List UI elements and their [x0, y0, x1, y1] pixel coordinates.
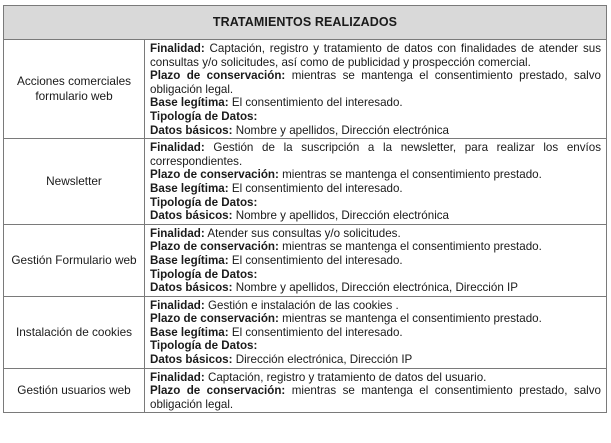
- field-label: Plazo de conservación:: [150, 312, 279, 326]
- treatment-name: Acciones comerciales formulario web: [4, 40, 145, 139]
- detail-field: [150, 209, 601, 223]
- field-value: Captación, registro y tratamiento de datos del usuario.: [207, 370, 487, 384]
- field-label: Base legítima:: [150, 181, 229, 195]
- detail-field: [150, 227, 601, 241]
- field-label: Tipología de Datos:: [150, 267, 258, 281]
- detail-field: [150, 312, 601, 326]
- field-label: Datos básicos:: [150, 353, 233, 367]
- treatment-name: Newsletter: [4, 139, 145, 225]
- field-value: mientras se mantenga el consentimiento prestado.: [282, 168, 542, 182]
- field-label: Base legítima:: [150, 253, 229, 267]
- detail-field: [150, 96, 601, 110]
- treatment-name: Instalación de cookies: [4, 296, 145, 368]
- field-value: Gestión de la suscripción a la newsletter, para realizar los envíos correspondientes.: [150, 141, 601, 168]
- treatment-name: Gestión Formulario web: [4, 224, 145, 296]
- table-row: [4, 224, 607, 296]
- field-label: Base legítima:: [150, 96, 229, 110]
- detail-field: [150, 299, 601, 313]
- field-label: Datos básicos:: [150, 123, 233, 137]
- field-label: Base legítima:: [150, 325, 229, 339]
- treatment-details: [145, 40, 607, 139]
- table-header-row: [4, 6, 607, 40]
- detail-field: [150, 371, 601, 385]
- treatment-details: [145, 224, 607, 296]
- field-label: Plazo de conservación:: [150, 240, 279, 254]
- field-value: Nombre y apellidos, Dirección electrónica: [235, 209, 450, 223]
- detail-field: [150, 254, 601, 268]
- detail-field: [150, 326, 601, 340]
- field-label: Finalidad:: [150, 298, 205, 312]
- field-value: El consentimiento del interesado.: [231, 96, 403, 110]
- table-row: [4, 296, 607, 368]
- field-label: Finalidad:: [150, 141, 205, 155]
- detail-field: [150, 196, 601, 210]
- field-label: Datos básicos:: [150, 209, 233, 223]
- treatments-table: [3, 5, 607, 413]
- treatment-details: [145, 296, 607, 368]
- field-value: Dirección electrónica, Dirección IP: [235, 353, 413, 367]
- field-value: Nombre y apellidos, Dirección electrónica: [235, 123, 450, 137]
- table-body: [4, 40, 607, 413]
- detail-field: [150, 240, 601, 254]
- field-label: Tipología de Datos:: [150, 195, 258, 209]
- field-value: mientras se mantenga el consentimiento prestado, salvo obligación legal.: [150, 69, 601, 96]
- field-label: Finalidad:: [150, 226, 205, 240]
- detail-field: [150, 281, 601, 295]
- table-row: [4, 139, 607, 225]
- field-value: Captación, registro y tratamiento de datos con finalidades de atender sus consultas y/o solicitudes, así como de publicidad y prospección comercial.: [150, 42, 601, 69]
- table-title: TRATAMIENTOS REALIZADOS: [4, 6, 607, 40]
- field-label: Datos básicos:: [150, 281, 233, 295]
- treatment-details: [145, 139, 607, 225]
- field-label: Finalidad:: [150, 42, 205, 55]
- field-value: mientras se mantenga el consentimiento prestado, salvo obligación legal.: [150, 384, 601, 411]
- field-label: Plazo de conservación:: [150, 69, 286, 83]
- detail-field: [150, 384, 601, 411]
- field-value: Gestión e instalación de las cookies .: [207, 298, 399, 312]
- field-value: mientras se mantenga el consentimiento prestado.: [282, 240, 542, 254]
- detail-field: [150, 124, 601, 138]
- detail-field: [150, 141, 601, 168]
- detail-field: [150, 353, 601, 367]
- detail-field: [150, 182, 601, 196]
- table-row: [4, 40, 607, 139]
- detail-field: [150, 110, 601, 124]
- field-label: Tipología de Datos:: [150, 109, 258, 123]
- field-value: El consentimiento del interesado.: [231, 253, 403, 267]
- treatment-name: Gestión usuarios web: [4, 368, 145, 413]
- field-value: El consentimiento del interesado.: [231, 325, 403, 339]
- detail-field: [150, 268, 601, 282]
- field-value: mientras se mantenga el consentimiento prestado.: [282, 312, 542, 326]
- field-value: El consentimiento del interesado.: [231, 181, 403, 195]
- detail-field: [150, 168, 601, 182]
- treatment-details: [145, 368, 607, 413]
- field-label: Plazo de conservación:: [150, 168, 279, 182]
- field-value: Atender sus consultas y/o solicitudes.: [207, 226, 401, 240]
- table-row: [4, 368, 607, 413]
- detail-field: [150, 339, 601, 353]
- detail-field: [150, 42, 601, 69]
- field-label: Plazo de conservación:: [150, 384, 286, 398]
- field-label: Finalidad:: [150, 370, 205, 384]
- detail-field: [150, 69, 601, 96]
- field-label: Tipología de Datos:: [150, 339, 258, 353]
- field-value: Nombre y apellidos, Dirección electrónica, Dirección IP: [235, 281, 518, 295]
